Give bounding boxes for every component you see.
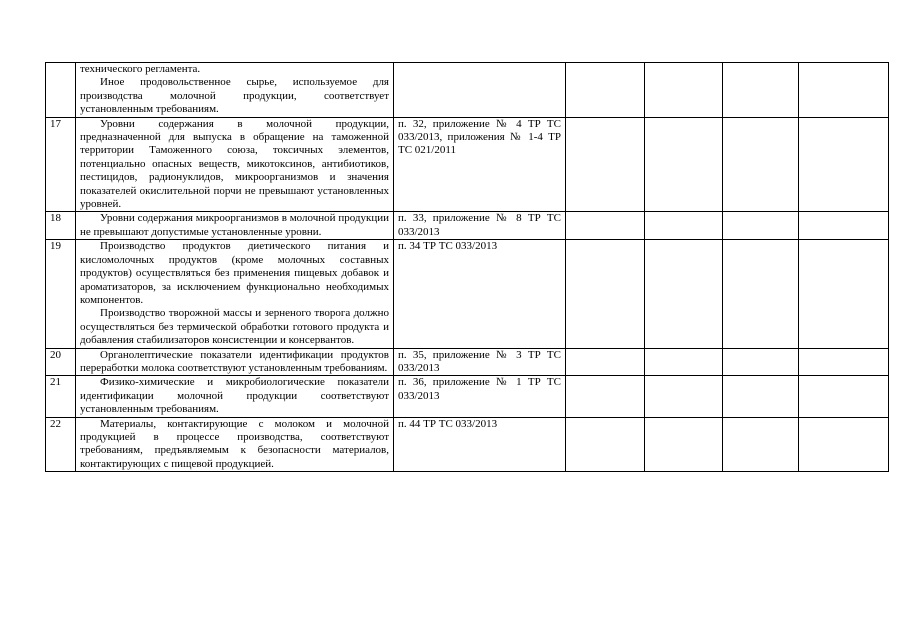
empty-cell: [566, 117, 645, 212]
empty-cell: [566, 376, 645, 417]
table-row: [46, 417, 889, 472]
empty-cell: [799, 240, 889, 348]
requirement-cell: [76, 240, 394, 348]
regulation-reference: п. 32, приложение № 4 ТР ТС 033/2013, приложения № 1-4 ТР ТС 021/2011: [398, 117, 561, 157]
requirement-cell: [76, 212, 394, 240]
requirement-paragraph: Уровни содержания в молочной продукции, предназначенной для выпуска в обращение на таможенной территории Таможенного союза, токсичных элементов, потенциально опасных веществ, микотоксинов, антибиотиков, пестицидов, радионуклидов, микроорганизмов и значения показателей окислительной порчи не превышают установленных уровней.: [80, 117, 389, 211]
regulation-reference: п. 36, приложение № 1 ТР ТС 033/2013: [398, 376, 561, 402]
requirement-paragraph: Иное продовольственное сырье, используемое для производства молочной продукции, соответствует установленным требованиям.: [80, 76, 389, 116]
regulation-reference-cell: [394, 376, 566, 417]
regulation-reference-cell: [394, 348, 566, 376]
empty-cell: [645, 117, 723, 212]
empty-cell: [723, 376, 799, 417]
empty-cell: [566, 417, 645, 472]
empty-cell: [645, 348, 723, 376]
row-number: 17: [46, 117, 76, 212]
row-number: 20: [46, 348, 76, 376]
requirement-paragraph: Органолептические показатели идентификации продуктов переработки молока соответствуют установленным требованиям.: [80, 348, 389, 374]
row-number: 22: [46, 417, 76, 472]
requirement-cell: [76, 63, 394, 118]
empty-cell: [566, 212, 645, 240]
table-row: [46, 63, 889, 118]
empty-cell: [799, 417, 889, 472]
empty-cell: [723, 417, 799, 472]
empty-cell: [799, 348, 889, 376]
regulation-reference-cell: [394, 240, 566, 348]
regulation-reference-cell: [394, 117, 566, 212]
regulation-reference-cell: [394, 417, 566, 472]
empty-cell: [723, 63, 799, 118]
empty-cell: [723, 240, 799, 348]
table-row: [46, 117, 889, 212]
requirement-cell: [76, 348, 394, 376]
table-row: [46, 212, 889, 240]
requirement-paragraph: Производство творожной массы и зерненого творога должно осуществляться без термической обработки готового продукта и добавления стабилизаторов консистенции и консервантов.: [80, 307, 389, 347]
empty-cell: [645, 240, 723, 348]
empty-cell: [645, 63, 723, 118]
regulation-reference: п. 34 ТР ТС 033/2013: [398, 240, 498, 253]
empty-cell: [566, 348, 645, 376]
empty-cell: [645, 417, 723, 472]
requirement-cell: [76, 376, 394, 417]
row-number: 21: [46, 376, 76, 417]
requirements-table: [45, 62, 889, 472]
regulation-reference-cell: [394, 212, 566, 240]
requirement-cell: [76, 117, 394, 212]
row-number: 18: [46, 212, 76, 240]
regulation-reference: п. 35, приложение № 3 ТР ТС 033/2013: [398, 348, 561, 374]
empty-cell: [799, 117, 889, 212]
row-number: [46, 63, 76, 118]
empty-cell: [799, 63, 889, 118]
regulation-reference-cell: [394, 63, 566, 118]
table-row: [46, 376, 889, 417]
requirement-paragraph: Физико-химические и микробиологические показатели идентификации молочной продукции соответствуют установленным требованиям.: [80, 376, 389, 416]
empty-cell: [799, 376, 889, 417]
empty-cell: [566, 63, 645, 118]
regulation-reference: п. 33, приложение № 8 ТР ТС 033/2013: [398, 212, 561, 238]
empty-cell: [566, 240, 645, 348]
requirement-paragraph: Производство продуктов диетического питания и кисломолочных продуктов (кроме молочных составных продуктов) осуществляться без применения пищевых добавок и ароматизаторов, за исключением функционально необходимых компонентов.: [80, 240, 389, 306]
requirement-paragraph: Уровни содержания микроорганизмов в молочной продукции не превышают допустимые установленные уровни.: [80, 212, 389, 238]
regulation-reference: п. 44 ТР ТС 033/2013: [398, 417, 498, 430]
requirement-paragraph: технического регламента.: [80, 63, 201, 75]
empty-cell: [723, 212, 799, 240]
empty-cell: [799, 212, 889, 240]
table-row: [46, 240, 889, 348]
empty-cell: [645, 212, 723, 240]
row-number: 19: [46, 240, 76, 348]
requirement-cell: [76, 417, 394, 472]
empty-cell: [723, 348, 799, 376]
table-row: [46, 348, 889, 376]
requirement-paragraph: Материалы, контактирующие с молоком и молочной продукцией в процессе производства, соответствуют требованиям, предъявляемым к безопасности материалов, контактирующих с пищевой продукцией.: [80, 417, 389, 470]
empty-cell: [645, 376, 723, 417]
empty-cell: [723, 117, 799, 212]
